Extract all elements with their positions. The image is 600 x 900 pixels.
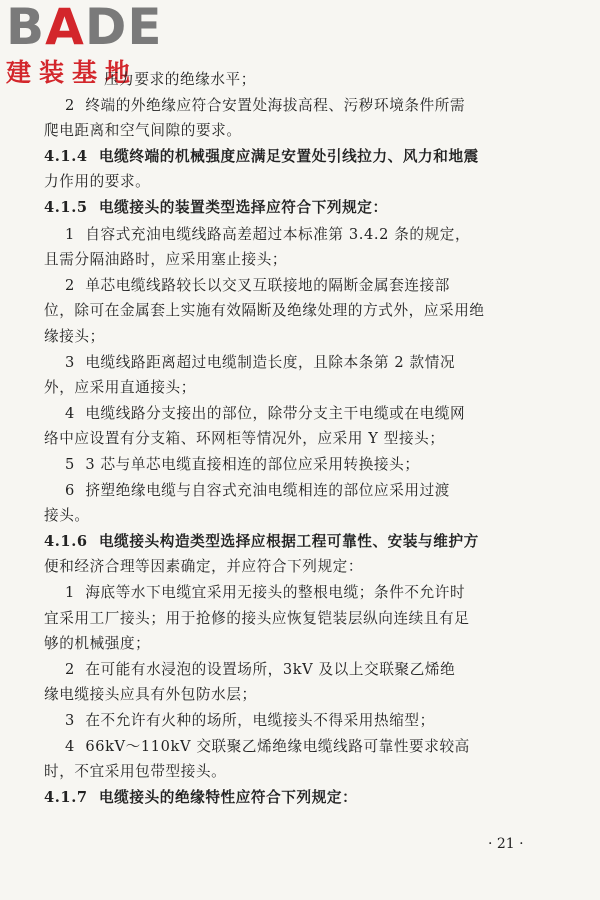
text-line: 1 自容式充油电缆线路高差超过本标准第 3.4.2 条的规定， [44, 226, 471, 243]
logo-chinese-text: 建装基地 [6, 58, 139, 87]
text-line: 络中应设置有分支箱、环网柜等情况外，应采用 Y 型接头； [44, 430, 445, 447]
text-line: 压力要求的绝缘水平； [104, 71, 256, 88]
clause-heading: 4.1.5 电缆接头的装置类型选择应符合下列规定： [44, 199, 388, 216]
text-line: 2 单芯电缆线路较长以交叉互联接地的隔断金属套连接部 [44, 277, 450, 294]
text-line: 缘电缆接头应具有外包防水层； [44, 686, 257, 703]
text-line: 1 海底等水下电缆宜采用无接头的整根电缆；条件不允许时 [44, 584, 466, 601]
text-line: 便和经济合理等因素确定，并应符合下列规定： [44, 558, 364, 575]
text-line: 且需分隔油路时，应采用塞止接头； [44, 251, 288, 268]
text-line: 位，除可在金属套上实施有效隔断及绝缘处理的方式外，应采用绝 [44, 302, 485, 319]
text-line: 4 电缆线路分支接出的部位，除带分支主干电缆或在电缆网 [44, 405, 466, 422]
clause-heading: 4.1.7 电缆接头的绝缘特性应符合下列规定： [44, 789, 358, 806]
clause-heading: 4.1.6 电缆接头构造类型选择应根据工程可靠性、安装与维护方 [44, 533, 479, 550]
text-line: 够的机械强度； [44, 635, 151, 652]
text-line: 2 在可能有水浸泡的设置场所，3kV 及以上交联聚乙烯绝 [44, 661, 456, 678]
page-number: · 21 · [488, 836, 524, 852]
logo-wordmark: BADE [6, 0, 163, 56]
text-line: 4 66kV～110kV 交联聚乙烯绝缘电缆线路可靠性要求较高 [44, 738, 470, 755]
text-line: 2 终端的外绝缘应符合安置处海拔高程、污秽环境条件所需 [44, 97, 466, 114]
text-line: 时，不宜采用包带型接头。 [44, 763, 227, 780]
text-line: 爬电距离和空气间隙的要求。 [44, 122, 242, 139]
text-line: 外，应采用直通接头； [44, 379, 196, 396]
text-line: 缘接头； [44, 328, 105, 345]
text-line: 力作用的要求。 [44, 173, 151, 190]
text-line: 接头。 [44, 507, 90, 524]
text-line: 3 电缆线路距离超过电缆制造长度，且除本条第 2 款情况 [44, 354, 456, 371]
text-line: 5 3 芯与单芯电缆直接相连的部位应采用转换接头； [44, 456, 420, 473]
clause-heading: 4.1.4 电缆终端的机械强度应满足安置处引线拉力、风力和地震 [44, 148, 479, 165]
text-line: 6 挤塑绝缘电缆与自容式充油电缆相连的部位应采用过渡 [44, 482, 450, 499]
text-line: 宜采用工厂接头；用于抢修的接头应恢复铠装层纵向连续且有足 [44, 610, 470, 627]
text-line: 3 在不允许有火种的场所，电缆接头不得采用热缩型； [44, 712, 435, 729]
